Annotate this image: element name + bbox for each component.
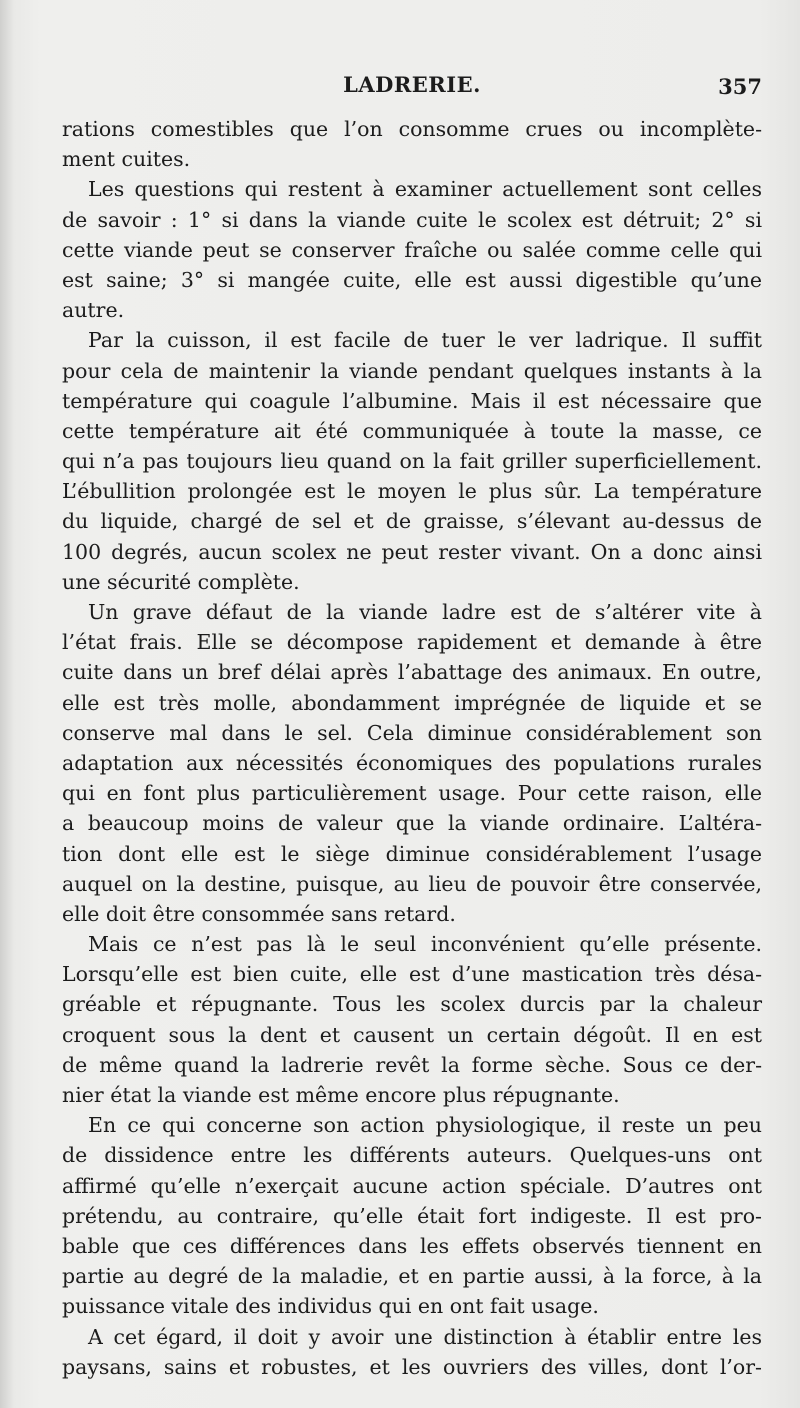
text-line: qui n’a pas toujours lieu quand on la fait griller superficiellement.	[62, 449, 762, 474]
text-line: partie au degré de la maladie, et en partie aussi, à la force, à la	[62, 1264, 762, 1289]
text-line: puissance vitale des individus qui en ont fait usage.	[62, 1294, 599, 1319]
text-line: ment cuites.	[62, 147, 191, 172]
page-number: 357	[718, 74, 762, 99]
text-line: rations comestibles que l’on consomme crues ou incomplète-	[62, 117, 762, 141]
text-line: conserve mal dans le sel. Cela diminue considérablement son	[62, 720, 762, 745]
text-line: est saine; 3° si mangée cuite, elle est aussi digestible qu’une	[62, 267, 762, 292]
text-line: affirmé qu’elle n’exerçait aucune action spéciale. D’autres ont	[62, 1173, 762, 1198]
text-line: elle est très molle, abondamment imprégnée de liquide et se	[62, 690, 762, 715]
text-line: Par la cuisson, il est facile de tuer le ver ladrique. Il suffit	[88, 328, 762, 353]
text-line: cuite dans un bref délai après l’abattage des animaux. En outre,	[62, 660, 762, 685]
text-line: une sécurité complète.	[62, 569, 300, 594]
text-line: autre.	[62, 298, 125, 323]
text-line: auquel on la destine, puisque, au lieu de pouvoir être conservée,	[62, 871, 762, 896]
text-line: paysans, sains et robustes, et les ouvriers des villes, dont l’or-	[62, 1354, 762, 1379]
text-line: A cet égard, il doit y avoir une distinction à établir entre les	[88, 1324, 762, 1349]
text-line: croquent sous la dent et causent un certain dégoût. Il en est	[62, 1022, 762, 1047]
text-line: L’ébullition prolongée est le moyen le plus sûr. La température	[62, 479, 762, 504]
text-line: tion dont elle est le siège diminue considérablement l’usage	[62, 841, 762, 866]
page-header	[62, 72, 762, 106]
text-line: Lorsqu’elle est bien cuite, elle est d’une mastication très désa-	[62, 962, 762, 987]
text-line: de même quand la ladrerie revêt la forme sèche. Sous ce der-	[62, 1052, 762, 1077]
text-line: cette viande peut se conserver fraîche ou salée comme celle qui	[62, 237, 762, 262]
text-line: qui en font plus particulièrement usage. Pour cette raison, elle	[62, 781, 762, 806]
text-line: de savoir : 1° si dans la viande cuite le scolex est détruit; 2° si	[62, 207, 762, 232]
text-line: pour cela de maintenir la viande pendant quelques instants à la	[62, 358, 762, 383]
text-line: de dissidence entre les différents auteurs. Quelques-uns ont	[62, 1143, 762, 1168]
text-line: l’état frais. Elle se décompose rapidement et demande à être	[62, 630, 762, 655]
text-line: température qui coagule l’albumine. Mais il est nécessaire que	[62, 388, 762, 413]
body-text	[62, 114, 762, 1382]
text-line: Les questions qui restent à examiner actuellement sont celles	[88, 177, 762, 202]
text-line: En ce qui concerne son action physiologique, il reste un peu	[88, 1113, 762, 1138]
text-line: a beaucoup moins de valeur que la viande ordinaire. L’altéra-	[62, 811, 762, 836]
text-line: nier état la viande est même encore plus répugnante.	[62, 1083, 620, 1107]
text-line: Mais ce n’est pas là le seul inconvénient qu’elle présente.	[88, 932, 762, 957]
text-line: cette température ait été communiquée à toute la masse, ce	[62, 418, 762, 443]
text-line: gréable et répugnante. Tous les scolex durcis par la chaleur	[62, 992, 762, 1017]
running-head: LADRERIE.	[343, 72, 481, 97]
text-line: prétendu, au contraire, qu’elle était fort indigeste. Il est pro-	[62, 1203, 762, 1228]
text-line: 100 degrés, aucun scolex ne peut rester vivant. On a donc ainsi	[62, 539, 762, 564]
text-line: elle doit être consommée sans retard.	[62, 901, 456, 926]
text-line: Un grave défaut de la viande ladre est de s’altérer vite à	[88, 600, 762, 624]
text-line: adaptation aux nécessités économiques des populations rurales	[62, 750, 762, 775]
text-line: du liquide, chargé de sel et de graisse, s’élevant au-dessus de	[62, 509, 762, 534]
text-line: bable que ces différences dans les effets observés tiennent en	[62, 1233, 762, 1258]
